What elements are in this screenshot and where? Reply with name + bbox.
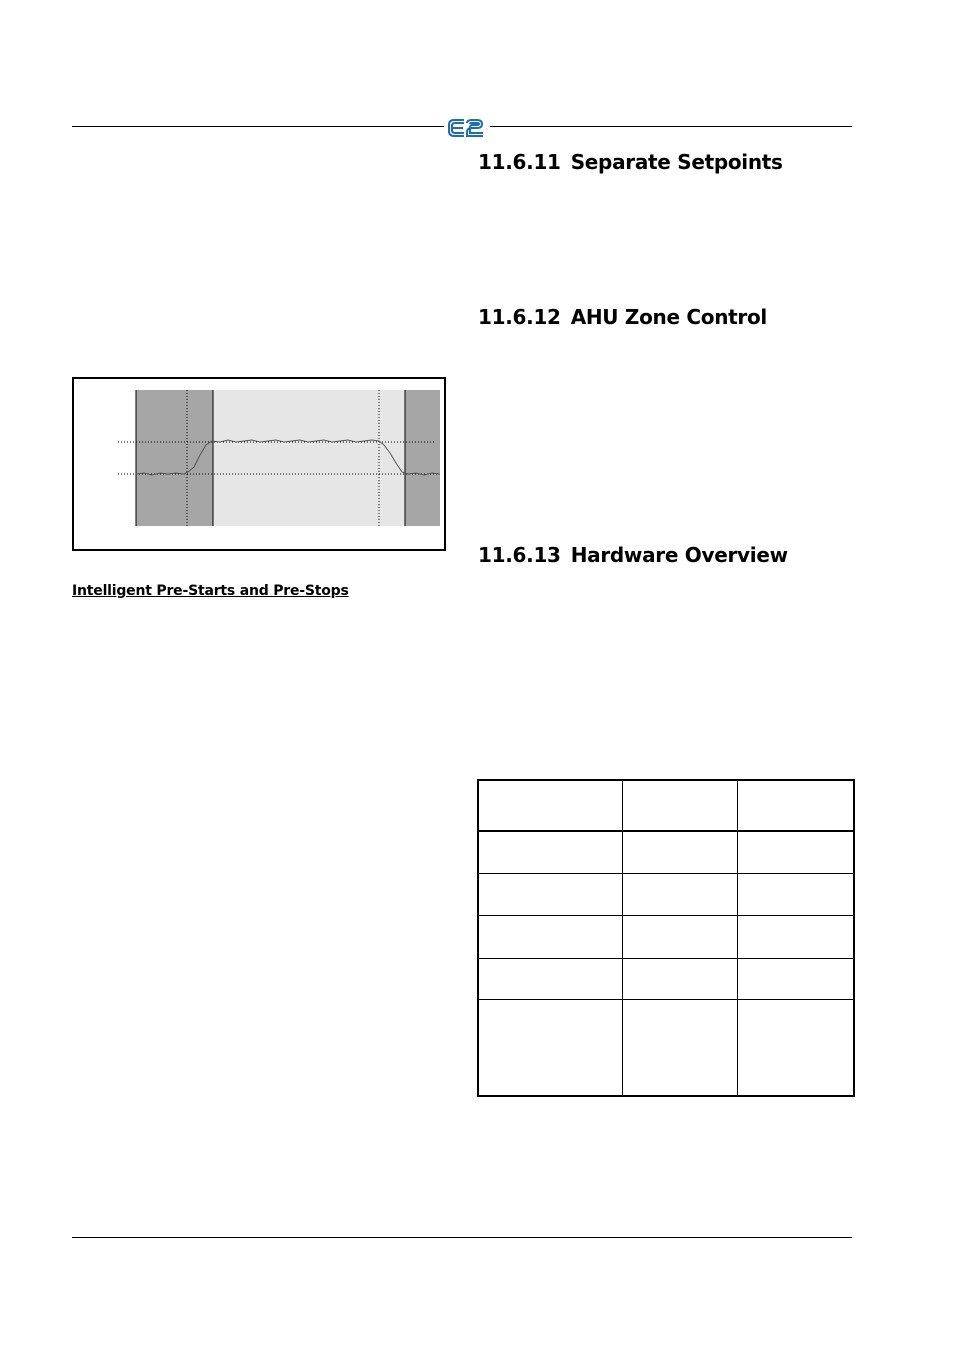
heading-title: AHU Zone Control [570, 305, 767, 329]
table-row [478, 999, 854, 1096]
heading-title: Separate Setpoints [570, 150, 783, 174]
heading-number: 11.6.11 [478, 150, 561, 174]
temperature-trend-graph [74, 379, 448, 553]
table-cell [478, 999, 622, 1096]
unoccupied-region-right [405, 390, 440, 526]
table-cell [737, 958, 854, 999]
table-row [478, 874, 854, 916]
heading-ahu-zone-control [478, 305, 767, 329]
table-cell [737, 999, 854, 1096]
table-row [478, 916, 854, 958]
subheading-pre-starts-pre-stops: Intelligent Pre-Starts and Pre-Stops [72, 583, 349, 599]
table-cell [622, 780, 737, 831]
table-cell [622, 958, 737, 999]
e2-logo-icon [444, 114, 490, 142]
table-cell [478, 958, 622, 999]
heading-number: 11.6.12 [478, 305, 561, 329]
heading-title: Hardware Overview [570, 543, 788, 567]
table-cell [478, 780, 622, 831]
table-row [478, 831, 854, 873]
table-cell [622, 916, 737, 958]
table-cell [737, 874, 854, 916]
heading-hardware-overview [478, 543, 788, 567]
e2-logo [444, 114, 490, 142]
table-cell [737, 916, 854, 958]
table-header-row [478, 780, 854, 831]
table-cell [478, 831, 622, 873]
table-cell [622, 874, 737, 916]
unoccupied-region-left [136, 390, 213, 526]
occupied-region [213, 390, 405, 526]
hardware-overview-table [477, 779, 855, 1097]
heading-separate-setpoints [478, 150, 783, 174]
table-cell [622, 999, 737, 1096]
table-cell [737, 831, 854, 873]
table-row [478, 958, 854, 999]
footer-rule [72, 1237, 852, 1238]
heading-number: 11.6.13 [478, 543, 561, 567]
table-cell [478, 916, 622, 958]
table-cell [478, 874, 622, 916]
table-cell [737, 780, 854, 831]
table-cell [622, 831, 737, 873]
pre-start-pre-stop-figure [72, 377, 446, 551]
